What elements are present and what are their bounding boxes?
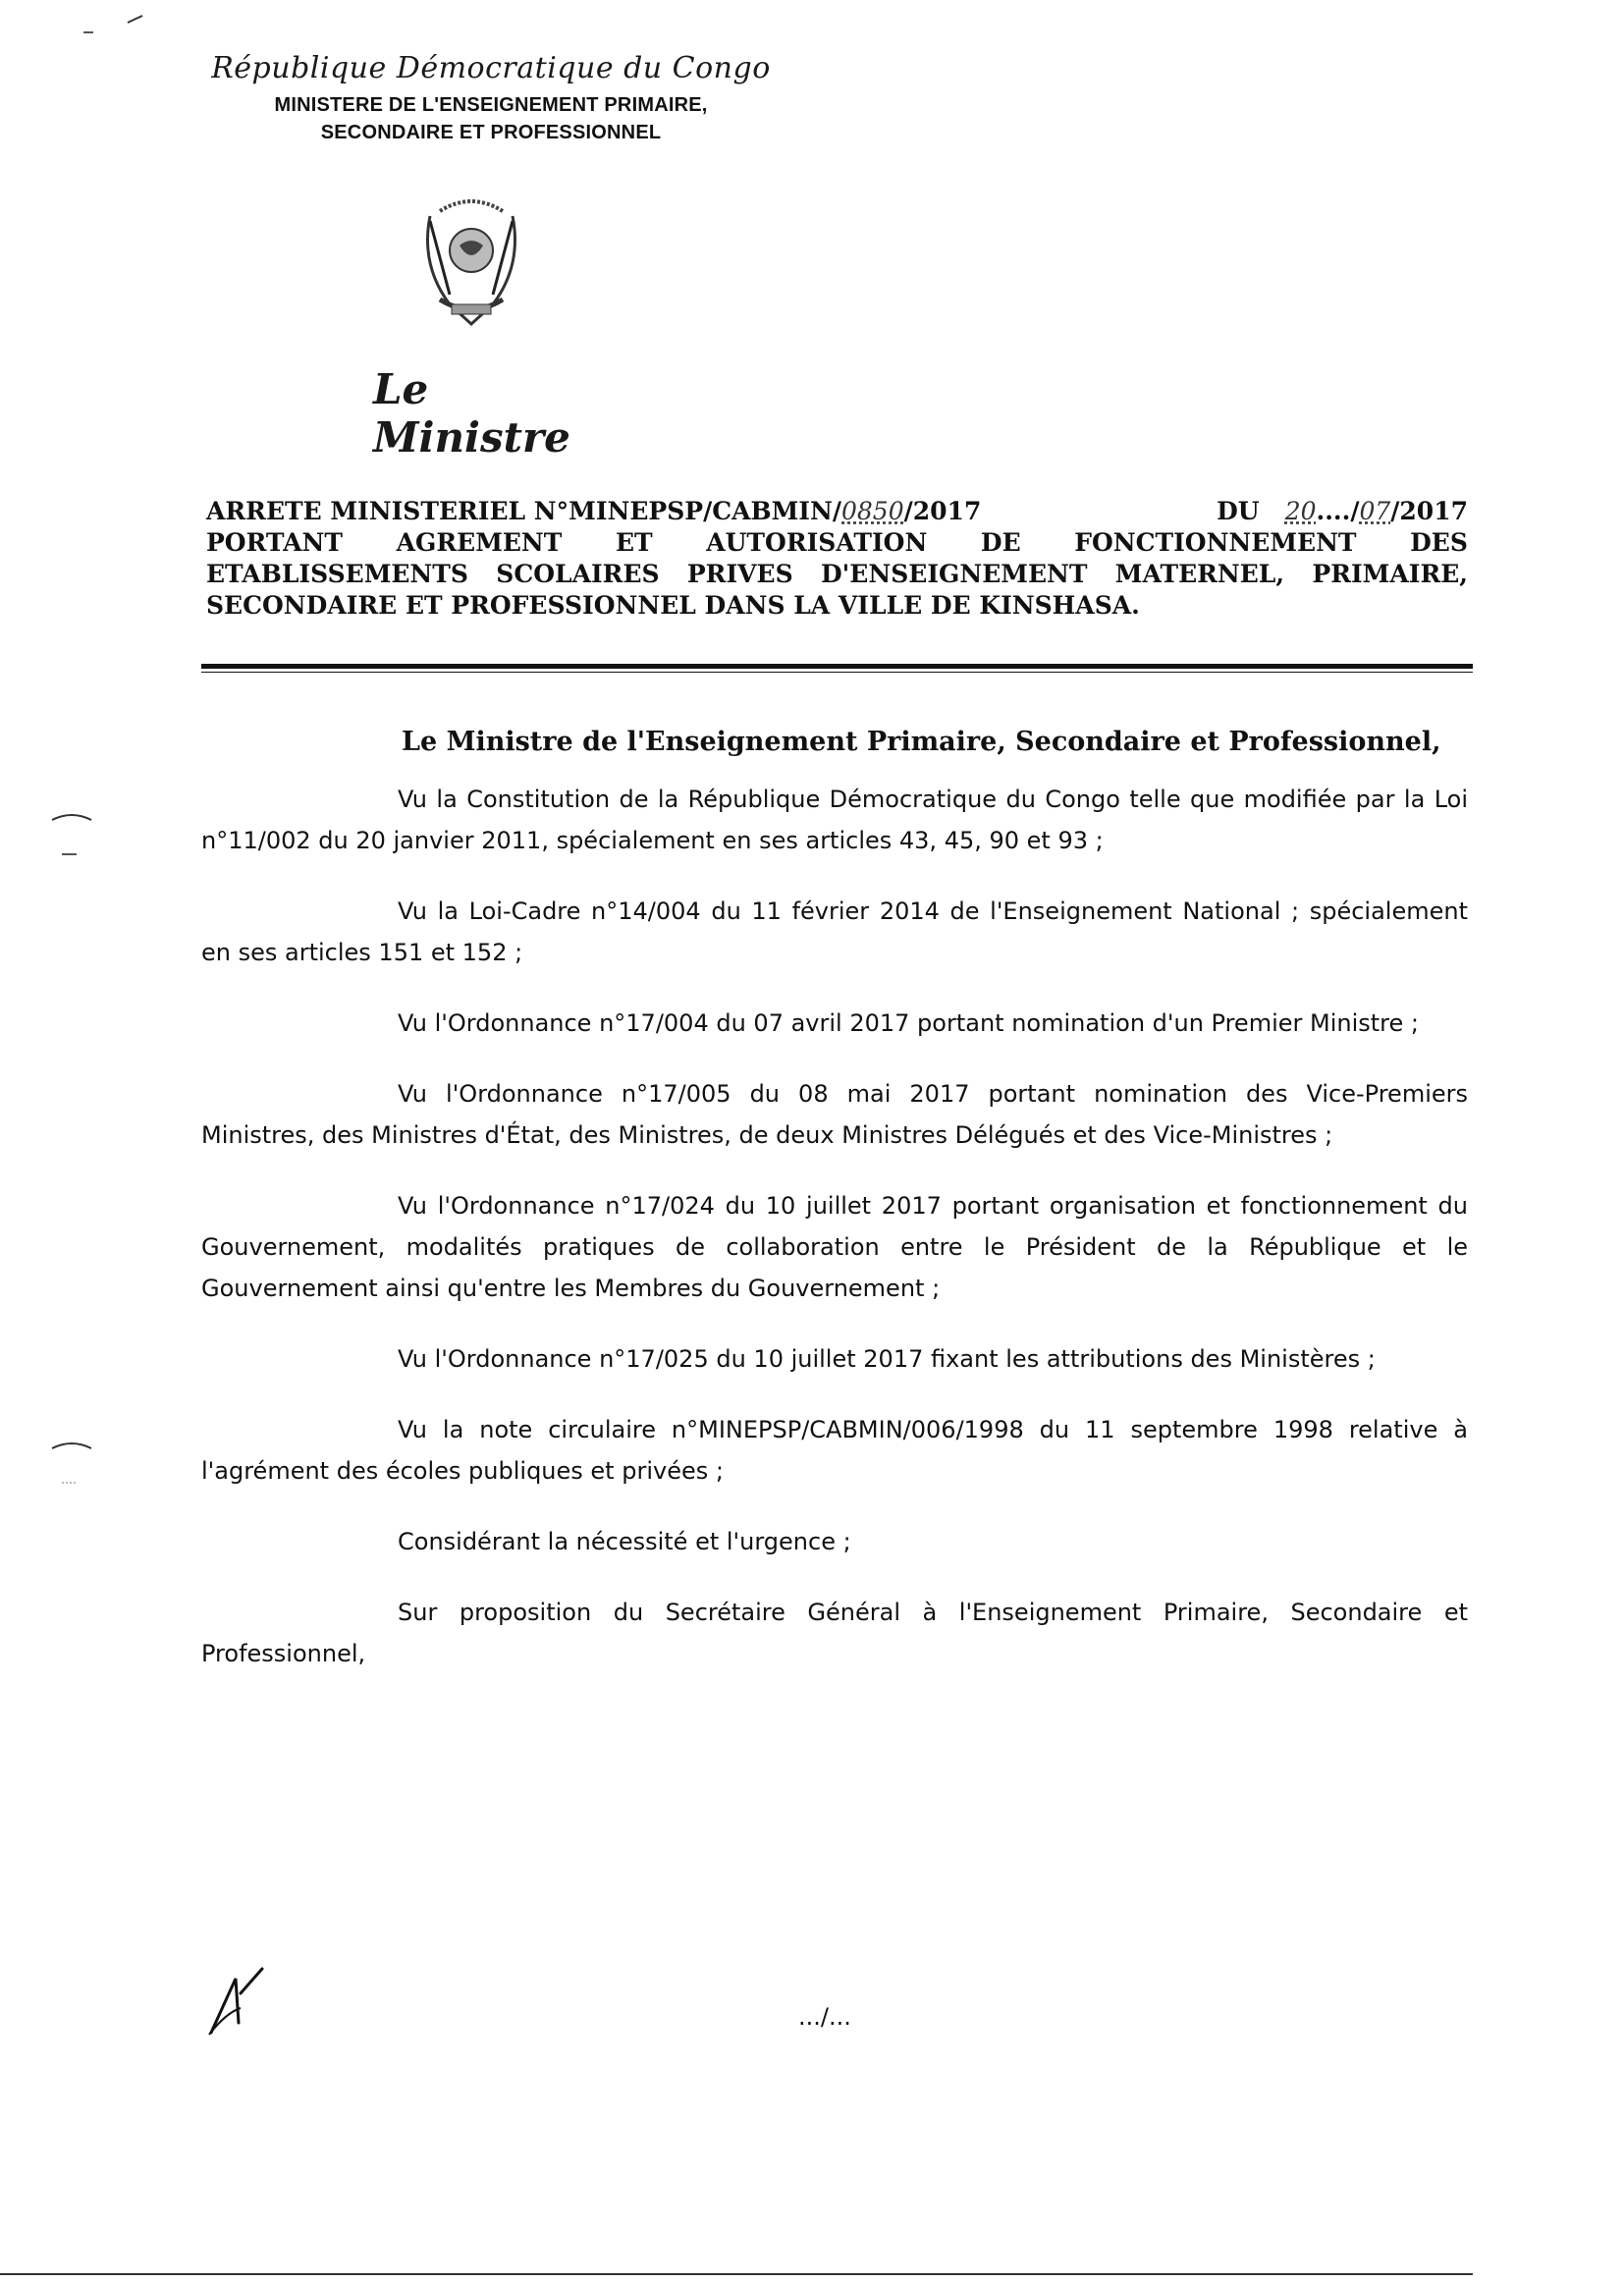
visa-ordonnance-17-024: Vu l'Ordonnance n°17/024 du 10 juillet 2017 portant organisation et fonctionnement du Gouvernement, modalités pratiques de collaboration entre le Président de la République et le Gouvernement ainsi qu'entre les Membres du Gouvernement ; <box>201 1192 1468 1302</box>
title-divider-thick <box>201 664 1473 669</box>
decree-year: /2017 <box>903 497 982 525</box>
visa-ordonnance-17-025: Vu l'Ordonnance n°17/025 du 10 juillet 2017 fixant les attributions des Ministères ; <box>398 1345 1376 1373</box>
decree-du: DU <box>1217 497 1260 525</box>
republic-name: République Démocratique du Congo <box>211 51 771 85</box>
visa-note-circulaire: Vu la note circulaire n°MINEPSP/CABMIN/006/1998 du 11 septembre 1998 relative à l'agrément des écoles publiques et privées ; <box>201 1416 1468 1485</box>
considerant-urgence: Considérant la nécessité et l'urgence ; <box>398 1528 851 1555</box>
ministry-name-line-1: MINISTERE DE L'ENSEIGNEMENT PRIMAIRE, <box>274 94 708 116</box>
bottom-scan-edge <box>0 2273 1473 2275</box>
minister-lead: Le Ministre de l'Enseignement Primaire, Secondaire et Professionnel, <box>402 727 1441 757</box>
decree-title-line-4: SECONDAIRE ET PROFESSIONNEL DANS LA VILLE DE KINSHASA. <box>206 591 1140 620</box>
title-word: PRIMAIRE, <box>1312 560 1468 588</box>
decree-date-group <box>1217 496 1468 527</box>
decree-body <box>201 722 1468 1704</box>
margin-scan-mark <box>47 1439 96 1497</box>
decree-title-line-3 <box>206 559 1468 590</box>
margin-scan-mark <box>47 810 96 869</box>
title-word: SCOLAIRES <box>496 560 660 588</box>
decree-prefix: ARRETE MINISTERIEL N°MINEPSP/CABMIN/ <box>206 497 841 525</box>
decree-title-line-2 <box>206 527 1468 559</box>
corner-scan-mark <box>79 8 157 47</box>
title-word: AUTORISATION <box>706 528 928 557</box>
decree-title <box>206 496 1468 622</box>
decree-date-year: /2017 <box>1390 497 1468 525</box>
decree-day-handwritten: 20 <box>1284 497 1317 525</box>
letterhead <box>196 51 785 146</box>
title-word: PRIVES <box>686 560 793 588</box>
sur-proposition: Sur proposition du Secrétaire Général à l'Enseignement Primaire, Secondaire et Professionnel, <box>201 1599 1468 1667</box>
decree-month-handwritten: 07 <box>1359 497 1391 525</box>
handwritten-initials-signature <box>201 1964 270 2042</box>
visa-loi-cadre: Vu la Loi-Cadre n°14/004 du 11 février 2014 de l'Enseignement National ; spécialement en ses articles 151 et 152 ; <box>201 897 1468 966</box>
coat-of-arms-emblem-icon <box>410 196 532 334</box>
title-word: D'ENSEIGNEMENT <box>820 560 1088 588</box>
continued-marker: .../... <box>798 2003 851 2031</box>
le-ministre-heading: Le Ministre <box>373 365 570 462</box>
visa-ordonnance-17-005: Vu l'Ordonnance n°17/005 du 08 mai 2017 portant nomination des Vice-Premiers Ministres, des Ministres d'État, des Ministres, de deux Ministres Délégués et des Vice-Ministres ; <box>201 1080 1468 1149</box>
visa-ordonnance-17-004: Vu l'Ordonnance n°17/004 du 07 avril 2017 portant nomination d'un Premier Ministre ; <box>398 1009 1419 1037</box>
title-word: ETABLISSEMENTS <box>206 560 468 588</box>
title-word: FONCTIONNEMENT <box>1074 528 1357 557</box>
title-word: MATERNEL, <box>1114 560 1285 588</box>
decree-title-line-1 <box>206 496 1468 527</box>
decree-date-separator: ..../ <box>1316 497 1360 525</box>
decree-number-handwritten: 0850 <box>841 497 904 525</box>
title-word: ET <box>615 528 653 557</box>
title-word: DE <box>980 528 1021 557</box>
title-word: AGREMENT <box>396 528 563 557</box>
ministry-name-line-2: SECONDAIRE ET PROFESSIONNEL <box>320 122 662 143</box>
visa-constitution: Vu la Constitution de la République Démocratique du Congo telle que modifiée par la Loi n°11/002 du 20 janvier 2011, spécialement en ses articles 43, 45, 90 et 93 ; <box>201 786 1468 854</box>
decree-number-group <box>206 496 981 527</box>
title-divider-thin <box>201 672 1473 673</box>
title-word: DES <box>1410 528 1468 557</box>
title-word: PORTANT <box>206 528 344 557</box>
